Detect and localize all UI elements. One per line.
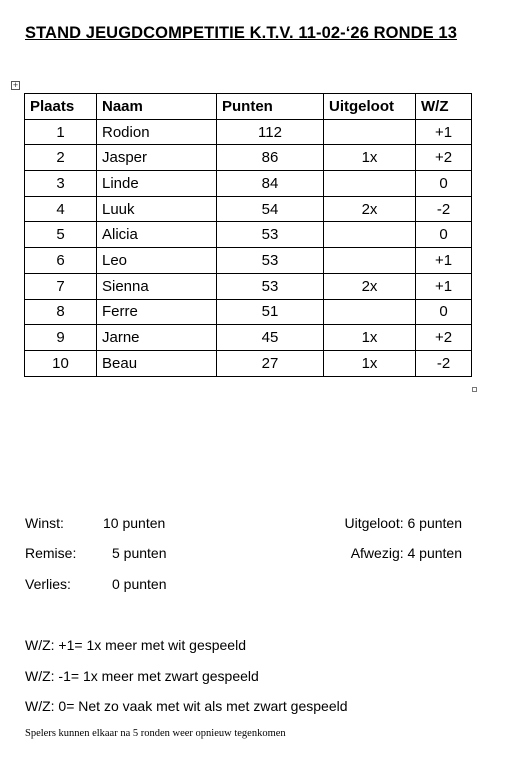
cell-wz: +2: [416, 145, 472, 171]
cell-naam: Sienna: [97, 273, 217, 299]
cell-punten: 54: [217, 196, 324, 222]
cell-punten: 27: [217, 350, 324, 376]
cell-naam: Rodion: [97, 119, 217, 145]
cell-wz: -2: [416, 196, 472, 222]
table-row: [25, 222, 472, 248]
table-move-handle-icon[interactable]: +: [12, 80, 19, 90]
table-row: [25, 145, 472, 171]
wz-legend-line-2: W/Z: -1= 1x meer met zwart gespeeld: [25, 668, 259, 684]
cell-plaats: 6: [25, 248, 97, 274]
header-naam: Naam: [97, 94, 217, 120]
cell-uitgeloot: 1x: [324, 325, 416, 351]
cell-plaats: 8: [25, 299, 97, 325]
cell-naam: Beau: [97, 350, 217, 376]
cell-punten: 51: [217, 299, 324, 325]
cell-wz: 0: [416, 299, 472, 325]
cell-uitgeloot: 1x: [324, 145, 416, 171]
footer-note: Spelers kunnen elkaar na 5 ronden weer opnieuw tegenkomen: [25, 728, 286, 739]
header-wz: W/Z: [416, 94, 472, 120]
cell-wz: 0: [416, 222, 472, 248]
cell-naam: Alicia: [97, 222, 217, 248]
uitgeloot-rule: Uitgeloot: 6 punten: [344, 515, 462, 531]
cell-naam: Ferre: [97, 299, 217, 325]
verlies-label: Verlies:: [25, 576, 71, 592]
cell-naam: Leo: [97, 248, 217, 274]
remise-value: 5 punten: [112, 545, 167, 561]
table-header-row: [25, 94, 472, 120]
cell-punten: 86: [217, 145, 324, 171]
table-resize-handle-icon[interactable]: [472, 387, 477, 392]
cell-punten: 45: [217, 325, 324, 351]
cell-uitgeloot: [324, 222, 416, 248]
page-title: STAND JEUGDCOMPETITIE K.T.V. 11-02-‘26 RONDE 13: [25, 24, 457, 42]
cell-wz: 0: [416, 171, 472, 197]
cell-plaats: 5: [25, 222, 97, 248]
wz-legend-line-3: W/Z: 0= Net zo vaak met wit als met zwart gespeeld: [25, 698, 348, 714]
standings-table: [24, 93, 472, 377]
cell-naam: Luuk: [97, 196, 217, 222]
table-row: [25, 325, 472, 351]
cell-naam: Linde: [97, 171, 217, 197]
cell-punten: 53: [217, 248, 324, 274]
wz-legend-line-1: W/Z: +1= 1x meer met wit gespeeld: [25, 637, 246, 653]
cell-uitgeloot: [324, 299, 416, 325]
cell-punten: 112: [217, 119, 324, 145]
header-uitgeloot: Uitgeloot: [324, 94, 416, 120]
cell-punten: 53: [217, 273, 324, 299]
cell-wz: +1: [416, 119, 472, 145]
afwezig-rule: Afwezig: 4 punten: [350, 545, 462, 561]
table-row: [25, 119, 472, 145]
table-row: [25, 248, 472, 274]
table-row: [25, 350, 472, 376]
table-row: [25, 196, 472, 222]
cell-wz: -2: [416, 350, 472, 376]
cell-uitgeloot: 1x: [324, 350, 416, 376]
cell-uitgeloot: [324, 171, 416, 197]
cell-plaats: 4: [25, 196, 97, 222]
remise-label: Remise:: [25, 545, 77, 561]
cell-plaats: 1: [25, 119, 97, 145]
winst-value: 10 punten: [103, 515, 166, 531]
table-row: [25, 273, 472, 299]
cell-wz: +2: [416, 325, 472, 351]
header-punten: Punten: [217, 94, 324, 120]
cell-plaats: 2: [25, 145, 97, 171]
cell-plaats: 9: [25, 325, 97, 351]
winst-label: Winst:: [25, 515, 64, 531]
cell-uitgeloot: 2x: [324, 196, 416, 222]
cell-punten: 84: [217, 171, 324, 197]
cell-plaats: 10: [25, 350, 97, 376]
cell-plaats: 7: [25, 273, 97, 299]
cell-uitgeloot: [324, 248, 416, 274]
cell-wz: +1: [416, 273, 472, 299]
table-row: [25, 299, 472, 325]
cell-punten: 53: [217, 222, 324, 248]
cell-wz: +1: [416, 248, 472, 274]
cell-naam: Jarne: [97, 325, 217, 351]
table-row: [25, 171, 472, 197]
cell-plaats: 3: [25, 171, 97, 197]
verlies-value: 0 punten: [112, 576, 167, 592]
cell-uitgeloot: 2x: [324, 273, 416, 299]
header-plaats: Plaats: [25, 94, 97, 120]
cell-naam: Jasper: [97, 145, 217, 171]
cell-uitgeloot: [324, 119, 416, 145]
